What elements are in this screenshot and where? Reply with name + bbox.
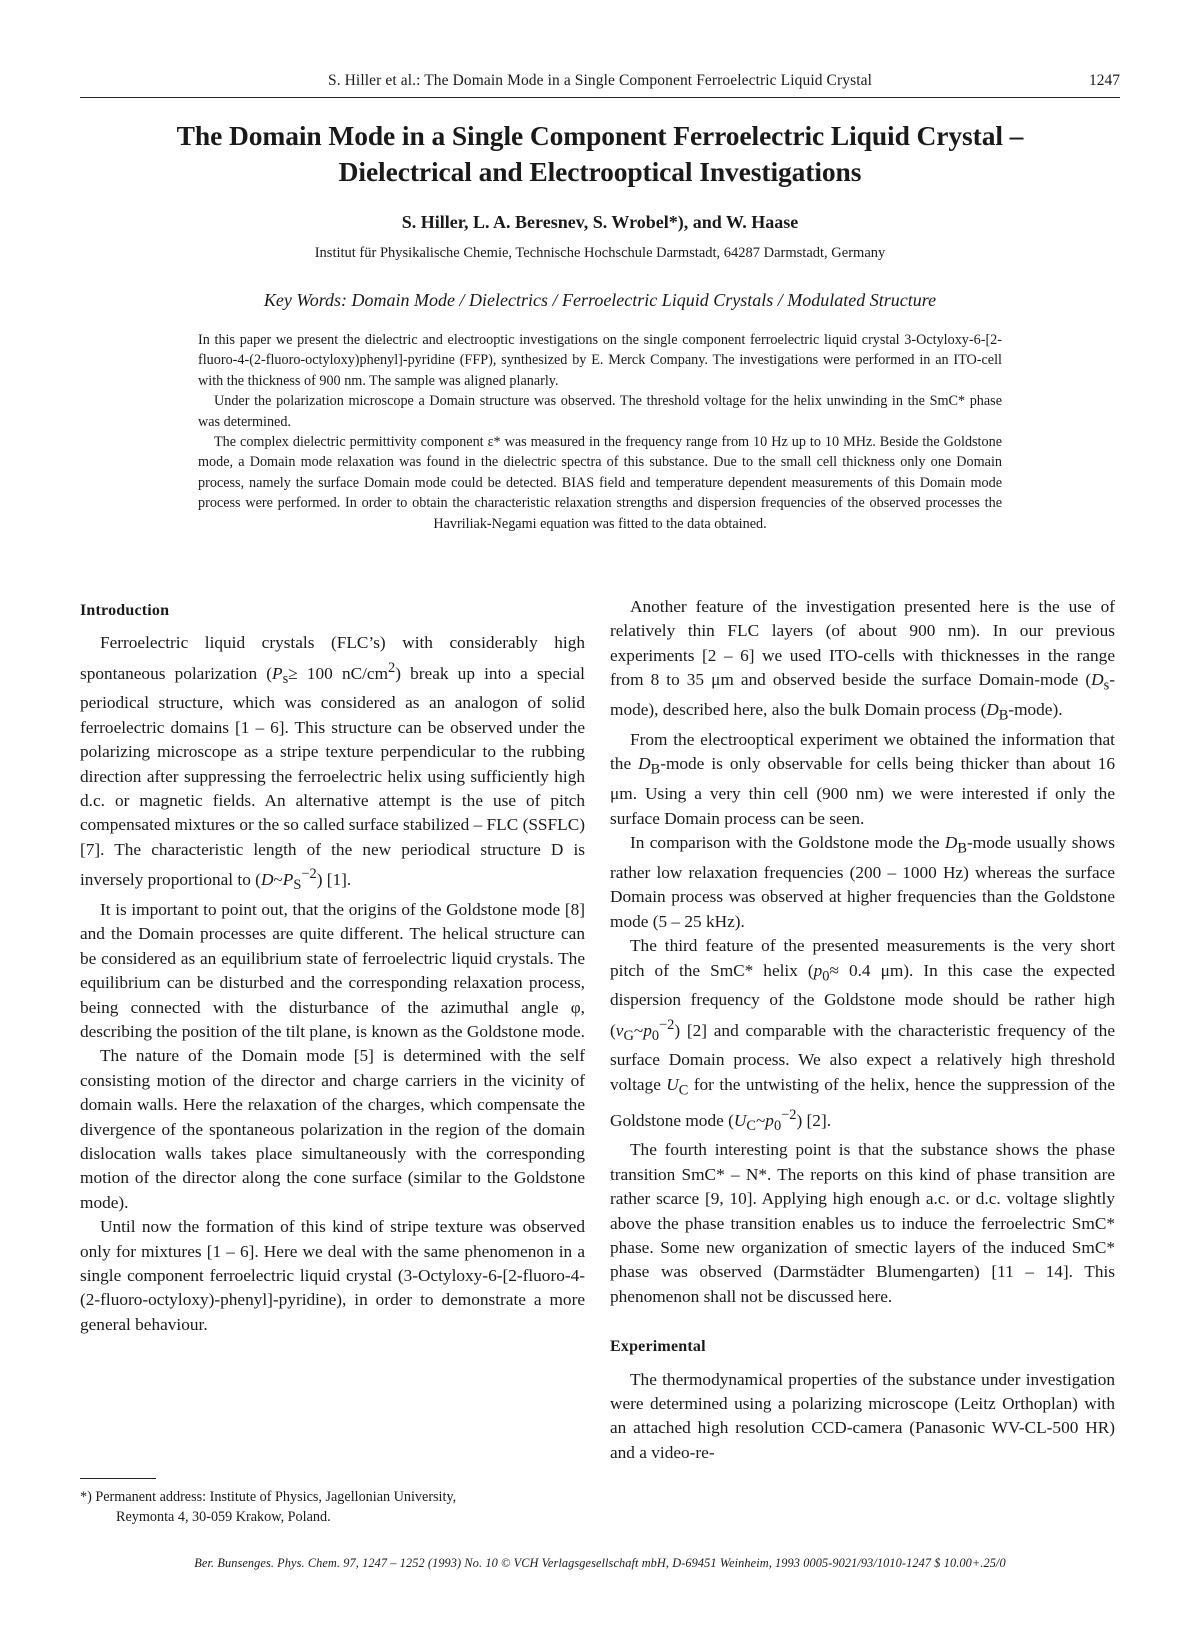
intro-paragraph-3: The nature of the Domain mode [5] is determined with the self consisting motion of the director and charge carriers in the vicinity of domain walls. Here the relaxation of the charges, which compensate the divergence of the spontaneous polarization in the region of the domain dislocation walls takes place simultaneously with the corresponding motion of the director along the cone surface (similar to the Goldstone mode).	[80, 1046, 585, 1212]
right-paragraph-2: From the electrooptical experiment we obtained the information that the $D_B$-mode is only observable for cells being thicker than about 16 μm. Using a very thin cell (900 nm) we were interested if only the surface Domain process can be seen.	[610, 729, 1115, 828]
title-line-2: Dielectrical and Electrooptical Investigations	[338, 156, 862, 187]
article-title	[80, 118, 1120, 190]
right-paragraph-5: The fourth interesting point is that the substance shows the phase transition SmC* – N*. The reports on this kind of phase transition are rather scarce [9, 10]. Applying high enough a.c. or d.c. voltage slightly above the phase transition enables us to induce the ferroelectric SmC* phase. Some new organization of smectic layers of the induced SmC* phase was observed (Darmstädter Blumengarten) [11 – 14]. This phenomenon shall not be discussed here.	[610, 1140, 1115, 1306]
intro-paragraph-1: Ferroelectric liquid crystals (FLC’s) with considerably high spontaneous polarization ($P_s\ge 100$ $nC/cm^2$) break up into a special periodical structure, which was considered as an analogon of solid ferroelectric domains [1 – 6]. This structure can be observed under the polarizing microscope as a stripe texture perpendicular to the rubbing direction after suppressing the ferroelectric helix using sufficiently high d.c. or magnetic fields. An alternative attempt is the use of pitch compensated mixtures or the so called surface stabilized – FLC (SSFLC) [7]. The characteristic length of the new periodical structure D is inversely proportional to $(D\sim P_S^{-2})$ [1].	[80, 633, 585, 894]
section-heading-experimental: Experimental	[610, 1338, 706, 1356]
section-heading-introduction: Introduction	[80, 602, 170, 619]
abstract-paragraph-2: Under the polarization microscope a Domain structure was observed. The threshold voltage for the helix unwinding in the SmC* phase was determined.	[198, 393, 1002, 430]
journal-footer: Ber. Bunsenges. Phys. Chem. 97, 1247 – 1252 (1993) No. 10 © VCH Verlagsgesellschaft mbH, D-69451 Weinheim, 1993 0005-9021/93/1010-1247 $ 10.00+.25/0	[194, 1556, 1006, 1570]
footnote-rule	[80, 1478, 156, 1479]
right-column	[610, 595, 1115, 1465]
left-column	[80, 595, 585, 1337]
abstract-paragraph-3: The complex dielectric permittivity component ε* was measured in the frequency range from 10 Hz up to 10 MHz. Beside the Goldstone mode, a Domain mode relaxation was found in the dielectric spectra of this substance. Due to the small cell thickness only one Domain process, namely the surface Domain mode could be detected. BIAS field and temperature dependent measurements of this Domain mode process were performed. In order to obtain the characteristic relaxation strengths and dispersion frequencies of the observed processes the Havriliak-Negami equation was fitted to the data obtained.	[198, 434, 1002, 532]
running-head-text: S. Hiller et al.: The Domain Mode in a Single Component Ferroelectric Liquid Crystal	[327, 72, 873, 89]
title-line-1: The Domain Mode in a Single Component Ferroelectric Liquid Crystal –	[176, 120, 1024, 151]
right-paragraph-4: The third feature of the presented measurements is the very short pitch of the SmC* helix ($p_0\approx 0.4$ μm). In this case the expected dispersion frequency of the Goldstone mode should be rather high $(\nu_G\sim p_0^{-2})$ [2] and comparable with the characteristic frequency of the surface Domain process. We also expect a relatively high threshold voltage $U_C$ for the untwisting of the helix, hence the suppression of the Goldstone mode $(U_C\sim p_0^{-2})$ [2].	[610, 936, 1115, 1134]
intro-paragraph-4: Until now the formation of this kind of stripe texture was observed only for mixtures [1 – 6]. Here we deal with the same phenomenon in a single component ferroelectric liquid crystal (3-Octyloxy-6-[2-fluoro-4-(2-fluoro-octyloxy)-phenyl]-pyridine), in order to demonstrate a more general behaviour.	[80, 1217, 585, 1334]
right-paragraph-3: In comparison with the Goldstone mode the $D_B$-mode usually shows rather low relaxation frequencies (200 – 1000 Hz) whereas the surface Domain process was observed at higher frequencies than the Goldstone mode (5 – 25 kHz).	[610, 833, 1115, 931]
running-head	[80, 70, 1120, 98]
footnote	[80, 1487, 585, 1527]
abstract	[198, 330, 1002, 534]
intro-paragraph-2: It is important to point out, that the origins of the Goldstone mode [8] and the Domain processes are quite different. The helical structure can be considered as an equilibrium state of ferroelectric liquid crystals. The equilibrium can be disturbed and the corresponding relaxation process, being connected with the disturbance of the azimuthal angle φ, describing the position of the tilt plane, is known as the Goldstone mode.	[80, 899, 585, 1041]
affiliation: Institut für Physikalische Chemie, Technische Hochschule Darmstadt, 64287 Darmstadt, Germany	[314, 245, 886, 261]
right-paragraph-1: Another feature of the investigation presented here is the use of relatively thin FLC layers (of about 900 nm). In our previous experiments [2 – 6] we used ITO-cells with thicknesses in the range from 8 to 35 μm and observed beside the surface Domain-mode $(D_s-mode)$, described here, also the bulk Domain process $(D_B-mode)$.	[610, 597, 1115, 724]
footnote-line-1: *) Permanent address: Institute of Physics, Jagellonian University,	[80, 1489, 457, 1505]
right-paragraph-6: The thermodynamical properties of the substance under investigation were determined using a polarizing microscope (Leitz Orthoplan) with an attached high resolution CCD-camera (Panasonic WV-CL-500 HR) and a video-re-	[610, 1369, 1115, 1462]
page-number: 1247	[1089, 72, 1120, 89]
keywords: Key Words: Domain Mode / Dielectrics / Ferroelectric Liquid Crystals / Modulated Structure	[263, 290, 937, 310]
abstract-paragraph-1: In this paper we present the dielectric and electrooptic investigations on the single component ferroelectric liquid crystal 3-Octyloxy-6-[2-fluoro-4-(2-fluoro-octyloxy)phenyl]-pyridine (FFP), synthesized by E. Merck Company. The investigations were performed in an ITO-cell with the thickness of 900 nm. The sample was aligned planarly.	[198, 332, 1002, 389]
footnote-line-2: Reymonta 4, 30-059 Krakow, Poland.	[116, 1509, 331, 1525]
authors: S. Hiller, L. A. Beresnev, S. Wrobel*), and W. Haase	[401, 212, 799, 232]
